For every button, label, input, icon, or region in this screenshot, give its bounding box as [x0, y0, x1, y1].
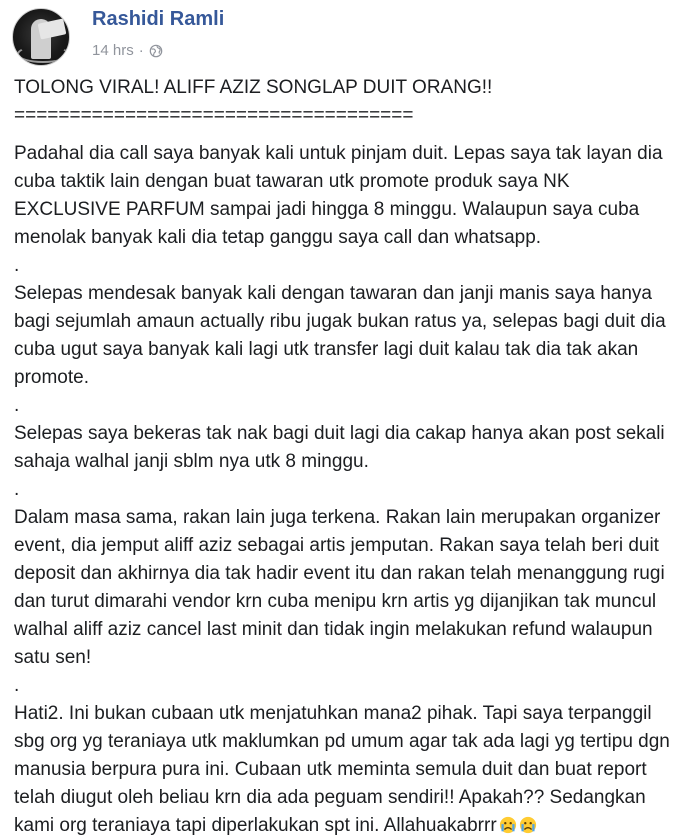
paragraph-separator: . [14, 675, 20, 696]
paragraph-1: Padahal dia call saya banyak kali untuk pinjam duit. Lepas saya tak layan dia cuba taktik lain dengan buat tawaran utk promote produk saya NK EXCLUSIVE PARFUM sampai jadi hingga 8 minggu. Walaupun saya cuba menolak banyak kali dia tetap ganggu saya call dan whatsapp. [14, 143, 663, 248]
paragraph-3: Selepas saya bekeras tak nak bagi duit lagi dia cakap hanya akan post sekali sahaja walhal janji sblm nya utk 8 minggu. [14, 423, 665, 472]
avatar[interactable] [12, 8, 70, 66]
crying-face-emoji-icon [519, 816, 537, 834]
spacer [14, 130, 678, 140]
post-meta [92, 42, 163, 59]
paragraph-2: Selepas mendesak banyak kali dengan tawaran dan janji manis saya hanya bagi sejumlah amaun actually ribu jugak bukan ratus ya, selepas bagi duit dia cuba ugut saya banyak kali lagi utk transfer lagi duit kalau tak dia tak akan promote. [14, 283, 666, 388]
post-body [14, 74, 678, 840]
paragraph-separator: . [14, 479, 20, 500]
post-headline: TOLONG VIRAL! ALIFF AZIZ SONGLAP DUIT ORANG!! [14, 77, 493, 98]
author-name[interactable]: Rashidi Ramli [92, 8, 225, 30]
post-time[interactable]: 14 hrs [92, 42, 134, 59]
meta-separator: · [138, 42, 144, 59]
post-divider: ==================================== [14, 105, 414, 126]
paragraph-separator: . [14, 255, 20, 276]
crying-face-emoji-icon [499, 816, 517, 834]
avatar-ring [17, 45, 69, 63]
globe-icon[interactable] [149, 44, 163, 58]
paragraph-5-container [14, 700, 678, 840]
paragraph-separator: . [14, 395, 20, 416]
post-header [10, 6, 670, 66]
paragraph-5: Hati2. Ini bukan cubaan utk menjatuhkan mana2 pihak. Tapi saya terpanggil sbg org yg teraniaya utk maklumkan pd umum agar tak ada lagi yg tertipu dgn manusia berpura pura ini. Cubaan utk meminta semula duit dan buat report telah diugut oleh beliau krn dia ada peguam sendiri!! Apakah?? Sedangkan kami org teraniaya tapi diperlakukan spt ini. Allahuakabrrr [14, 703, 670, 836]
paragraph-4: Dalam masa sama, rakan lain juga terkena. Rakan lain merupakan organizer event, dia jemput aliff aziz sebagai artis jemputan. Rakan saya telah beri duit deposit dan akhirnya dia tak hadir event itu dan rakan telah menanggung rugi dan turut dimarahi vendor krn cuba menipu krn artis yg dijanjikan tak muncul walhal aliff aziz cancel last minit dan tidak ingin melakukan refund walaupun satu sen! [14, 507, 665, 668]
